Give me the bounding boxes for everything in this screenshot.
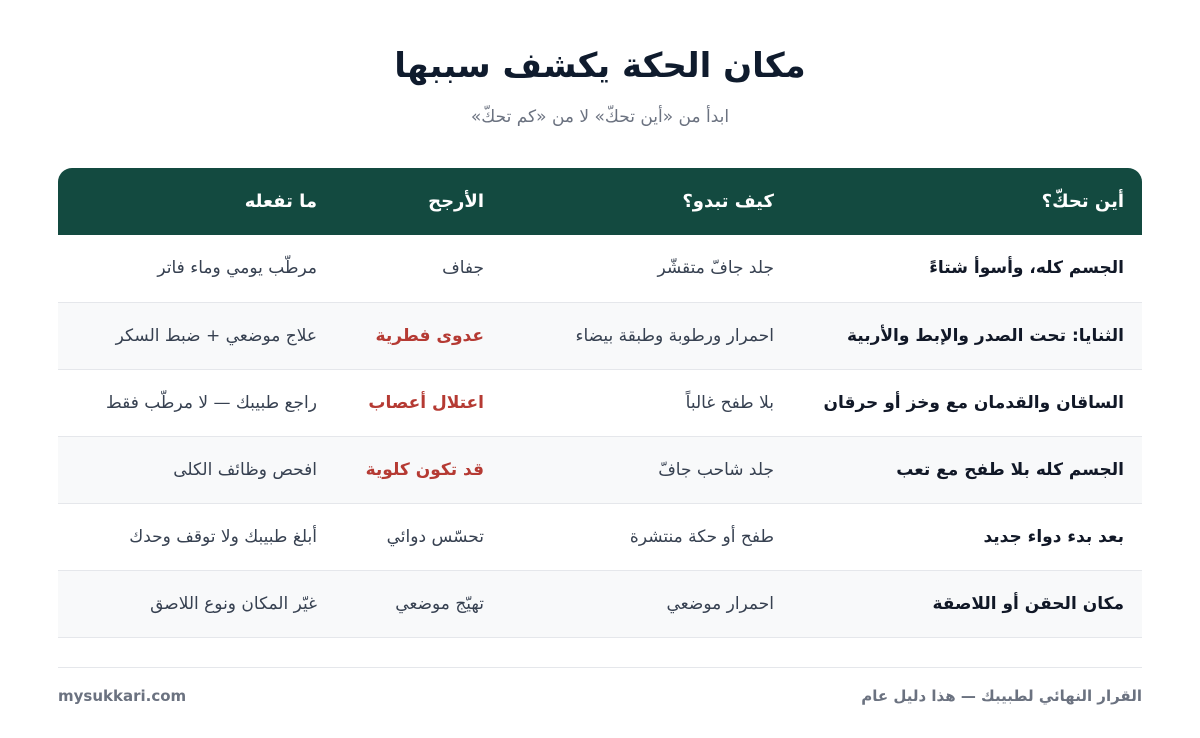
cell-looks: احمرار موضعي	[502, 570, 792, 637]
table-row	[58, 235, 1142, 302]
cell-where: الجسم كله، وأسوأ شتاءً	[792, 235, 1142, 302]
cell-likely-alert: عدوى فطرية	[335, 302, 502, 369]
cell-where: الجسم كله بلا طفح مع تعب	[792, 436, 1142, 503]
column-header-likely: الأرجح	[428, 191, 484, 212]
cell-action: افحص وظائف الكلى	[58, 436, 335, 503]
itch-location-table	[58, 168, 1142, 638]
cell-looks: بلا طفح غالباً	[502, 369, 792, 436]
column-header-action: ما تفعله	[244, 191, 317, 212]
cell-where: الثنايا: تحت الصدر والإبط والأربية	[792, 302, 1142, 369]
footer-disclaimer: القرار النهائي لطبيبك — هذا دليل عام	[861, 687, 1142, 705]
table-row	[58, 436, 1142, 503]
cell-likely: جفاف	[335, 235, 502, 302]
cell-likely: تحسّس دوائي	[335, 503, 502, 570]
cell-likely: تهيّج موضعي	[335, 570, 502, 637]
itch-table	[58, 168, 1142, 638]
cell-looks: جلد جافّ متقشّر	[502, 235, 792, 302]
cell-looks: احمرار ورطوبة وطبقة بيضاء	[502, 302, 792, 369]
cell-where: الساقان والقدمان مع وخز أو حرقان	[792, 369, 1142, 436]
footer-divider	[58, 667, 1142, 668]
table-row	[58, 503, 1142, 570]
cell-looks: طفح أو حكة منتشرة	[502, 503, 792, 570]
table-row	[58, 302, 1142, 369]
table-header-row	[58, 168, 1142, 235]
cell-action: مرطّب يومي وماء فاتر	[58, 235, 335, 302]
table-header	[58, 168, 1142, 235]
cell-action: راجع طبيبك — لا مرطّب فقط	[58, 369, 335, 436]
column-header-looks: كيف تبدو؟	[682, 191, 774, 212]
cell-action: أبلغ طبيبك ولا توقف وحدك	[58, 503, 335, 570]
column-header-where: أين تحكّ؟	[1041, 191, 1124, 212]
cell-where: بعد بدء دواء جديد	[792, 503, 1142, 570]
table-row	[58, 369, 1142, 436]
cell-where: مكان الحقن أو اللاصقة	[792, 570, 1142, 637]
table-body	[58, 235, 1142, 637]
cell-likely-alert: اعتلال أعصاب	[335, 369, 502, 436]
cell-likely-alert: قد تكون كلوية	[335, 436, 502, 503]
page-subtitle: ابدأ من «أين تحكّ» لا من «كم تحكّ»	[470, 107, 730, 127]
cell-looks: جلد شاحب جافّ	[502, 436, 792, 503]
cell-action: غيّر المكان ونوع اللاصق	[58, 570, 335, 637]
footer-brand: mysukkari.com	[58, 687, 187, 705]
page-title: مكان الحكة يكشف سببها	[394, 46, 806, 86]
cell-action: علاج موضعي + ضبط السكر	[58, 302, 335, 369]
table-row	[58, 570, 1142, 637]
